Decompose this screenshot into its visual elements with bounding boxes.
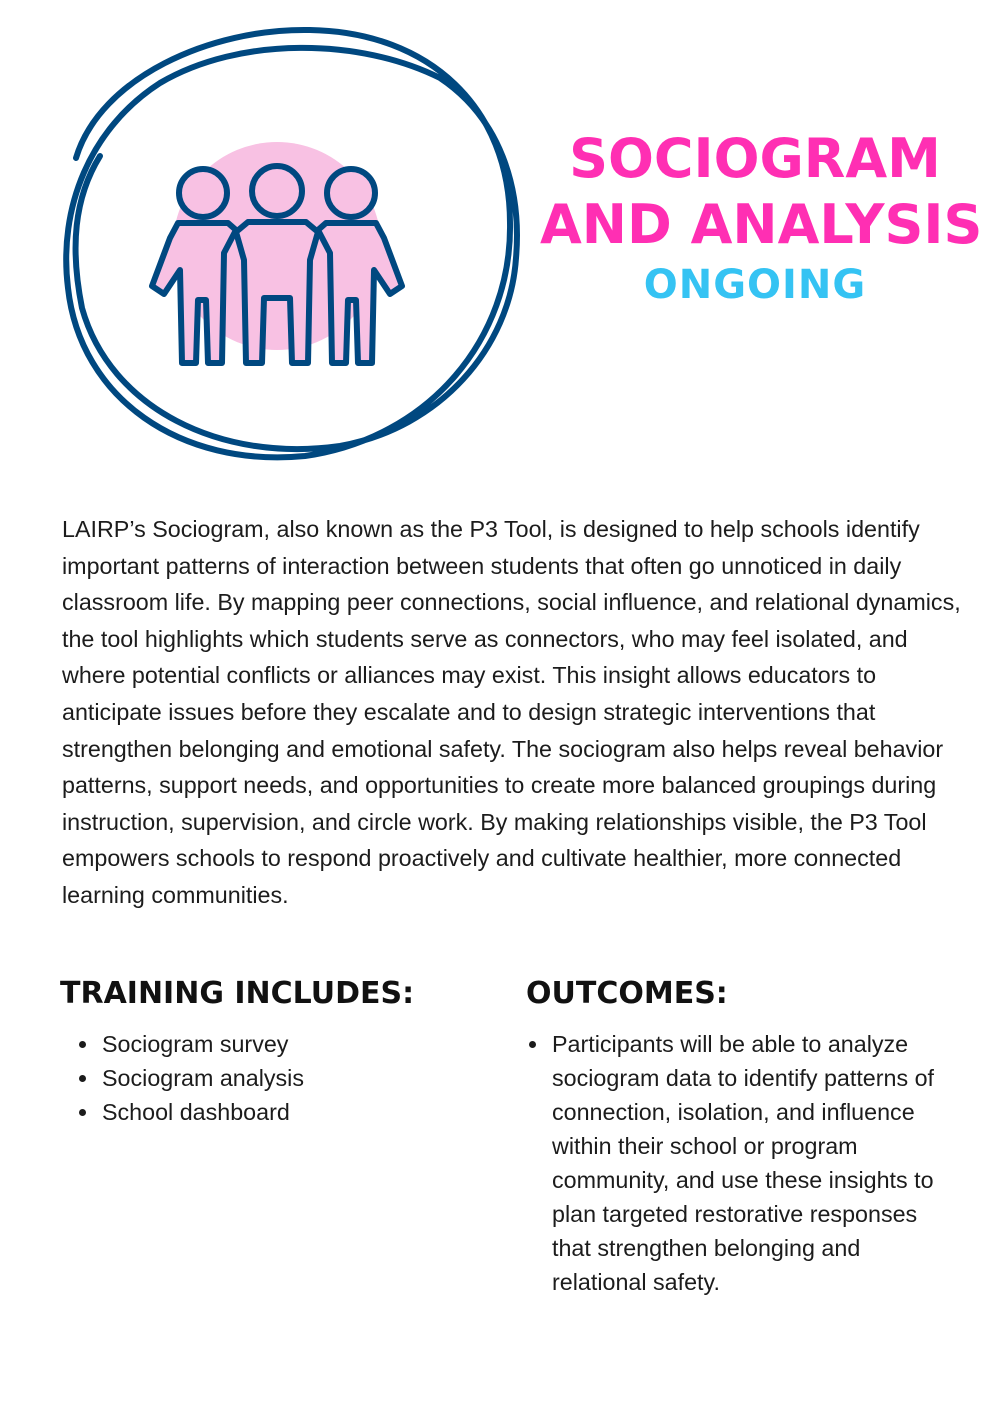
training-item: Sociogram analysis <box>62 1061 482 1095</box>
training-list <box>62 1027 482 1129</box>
outcomes-list <box>512 1027 952 1299</box>
outcomes-item: Participants will be able to analyze sociogram data to identify patterns of connection, isolation, and influence within their school or program community, and use these insights to plan targeted restorative responses that strengthen belonging and relational safety. <box>512 1027 952 1299</box>
training-item: Sociogram survey <box>62 1027 482 1061</box>
title-block <box>540 126 983 312</box>
intro-paragraph: LAIRP’s Sociogram, also known as the P3 Tool, is designed to help schools identify important patterns of interaction between students that often go unnoticed in daily classroom life. By mapping peer connections, social influence, and relational dynamics, the tool highlights which students serve as connectors, who may feel isolated, and where potential conflicts or alliances may exist. This insight allows educators to anticipate issues before they escalate and to design strategic interventions that strengthen belonging and emotional safety. The sociogram also helps reveal behavior patterns, support needs, and opportunities to create more balanced groupings during instruction, supervision, and circle work. By making relationships visible, the P3 Tool empowers schools to respond proactively and cultivate healthier, more connected learning communities. <box>62 516 961 908</box>
training-item: School dashboard <box>62 1095 482 1129</box>
title-line-2: AND ANALYSIS <box>540 193 983 256</box>
outcomes-heading: OUTCOMES: <box>526 976 728 1011</box>
subtitle-ongoing: ONGOING <box>643 262 867 308</box>
training-heading: TRAINING INCLUDES: <box>60 976 415 1011</box>
title-line-1: SOCIOGRAM <box>569 127 941 190</box>
hero-illustration <box>40 8 560 478</box>
